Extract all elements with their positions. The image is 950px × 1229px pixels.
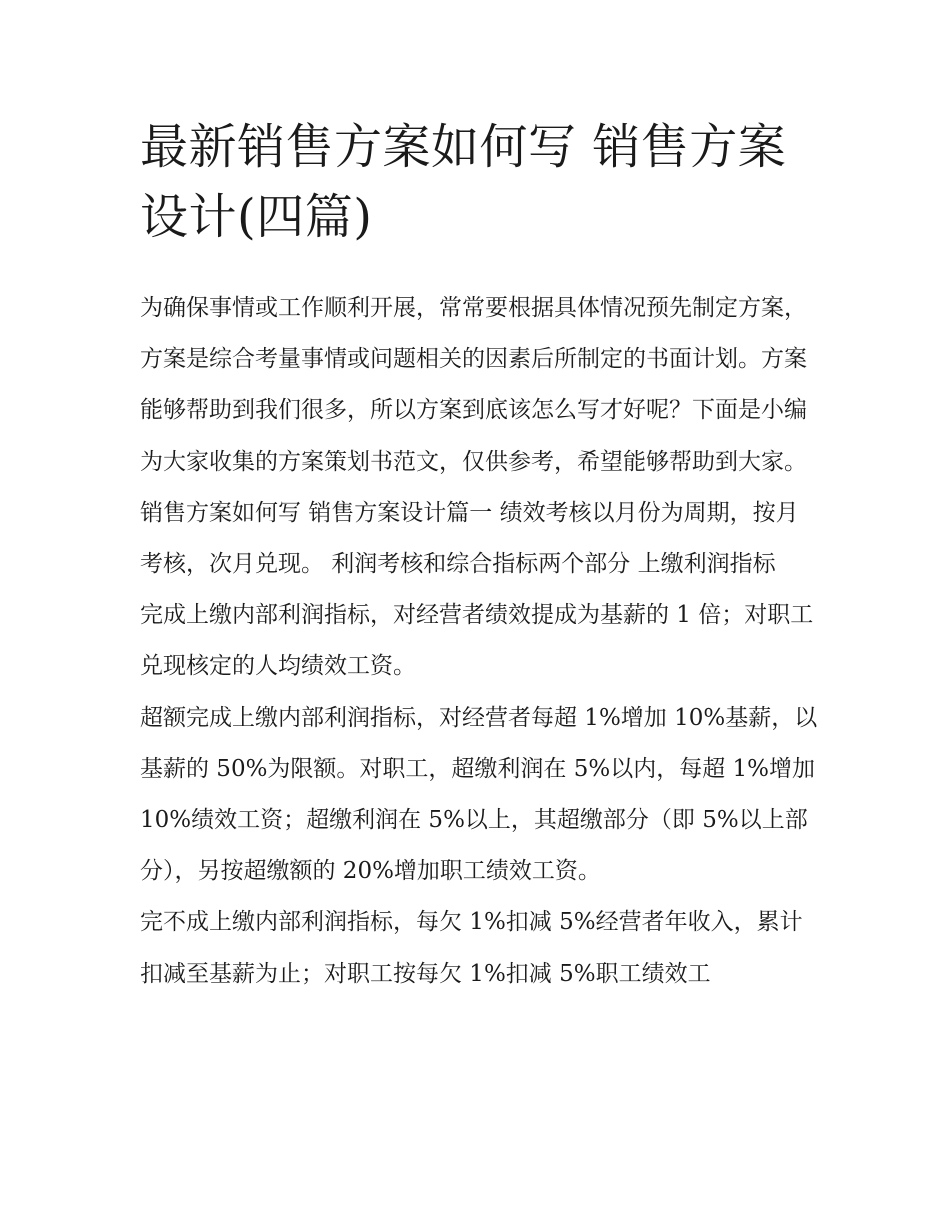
paragraph-miss-target: 完不成上缴内部利润指标，每欠 1%扣减 5%经营者年收入，累计扣减至基薪为止；对职工按每欠 1%扣减 5%职工绩效工 [140, 909, 803, 987]
document-body [140, 283, 820, 1000]
document-title [140, 112, 820, 252]
paragraph-complete-target: 完成上缴内部利润指标，对经营者绩效提成为基薪的 1 倍；对职工兑现核定的人均绩效工资。 [140, 602, 814, 680]
paragraph-section-one: 销售方案如何写 销售方案设计篇一 绩效考核以月份为周期，按月考核，次月兑现。 利润考核和综合指标两个部分 上缴利润指标 [140, 499, 799, 578]
paragraph-exceed-target: 超额完成上缴内部利润指标，对经营者每超 1%增加 10%基薪，以基薪的 50%为限额。对职工，超缴利润在 5%以内，每超 1%增加 10%绩效工资；超缴利润在 5%以上，其超缴部分（即 5%以上部分），另按超缴额的 20%增加职工绩效工资。 [140, 704, 818, 885]
title-line-2: 设计(四篇) [140, 189, 373, 245]
title-line-1: 最新销售方案如何写 销售方案 [140, 119, 787, 175]
paragraph-intro: 为确保事情或工作顺利开展，常常要根据具体情况预先制定方案，方案是综合考量事情或问题相关的因素后所制定的书面计划。方案能够帮助到我们很多，所以方案到底该怎么写才好呢？下面是小编为大家收集的方案策划书范文，仅供参考，希望能够帮助到大家。 [140, 295, 807, 475]
